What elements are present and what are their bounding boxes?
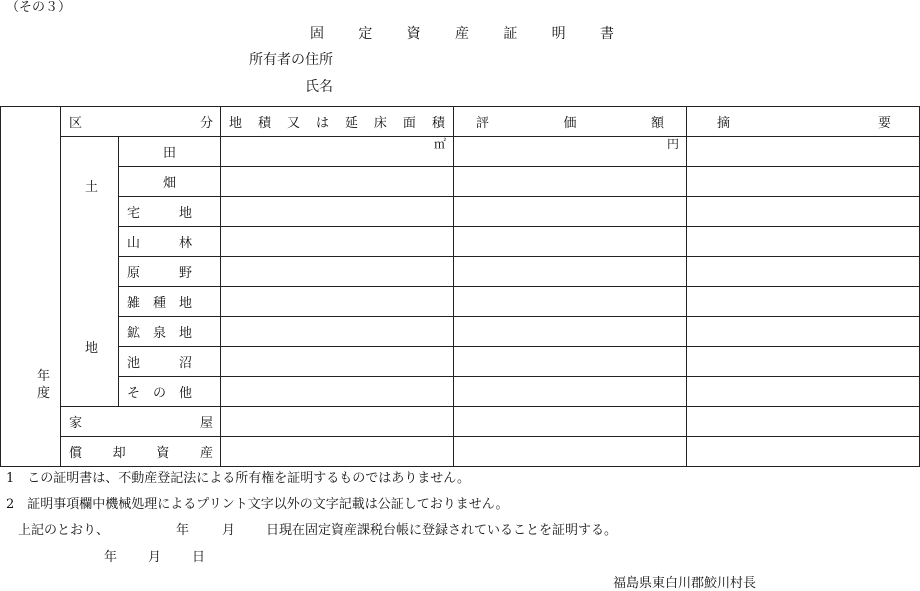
remarks-cell[interactable] xyxy=(687,227,920,257)
header-char: 要 xyxy=(877,116,891,131)
header-char: 又 xyxy=(286,116,300,131)
table-row xyxy=(1,137,920,167)
issue-date-day[interactable]: 日 xyxy=(192,550,206,565)
certification-text: 日現在固定資産課税台帳に登録されていることを証明する。 xyxy=(266,523,618,538)
header-remarks xyxy=(687,107,920,137)
issue-date-year[interactable]: 年 xyxy=(104,550,118,565)
remarks-cell[interactable] xyxy=(687,137,920,167)
area-cell[interactable] xyxy=(221,347,454,377)
value-cell[interactable] xyxy=(454,227,687,257)
note-1: 1 この証明書は、不動産登記法による所有権を証明するものではありません。 xyxy=(6,471,471,486)
header-category xyxy=(61,107,221,137)
category-char: 資 xyxy=(156,446,170,461)
value-cell[interactable] xyxy=(454,257,687,287)
area-cell[interactable] xyxy=(221,437,454,467)
header-char: は xyxy=(315,116,329,131)
table-row xyxy=(1,197,920,227)
remarks-cell[interactable] xyxy=(687,377,920,407)
value-cell[interactable] xyxy=(454,317,687,347)
title-char: 書 xyxy=(599,26,614,42)
land-group-char: 地 xyxy=(85,341,99,356)
title-char: 定 xyxy=(358,26,373,42)
land-type-pond: 池 沼 xyxy=(119,347,221,377)
header-char: 積 xyxy=(431,116,445,131)
issue-date-month[interactable]: 月 xyxy=(148,550,162,565)
value-cell[interactable] xyxy=(454,407,687,437)
table-row xyxy=(1,407,920,437)
certification-month[interactable]: 月 xyxy=(222,523,236,538)
header-area xyxy=(221,107,454,137)
header-char: 地 xyxy=(229,116,243,131)
title-char: 産 xyxy=(454,26,469,42)
remarks-cell[interactable] xyxy=(687,317,920,347)
remarks-cell[interactable] xyxy=(687,437,920,467)
land-group-char: 土 xyxy=(85,180,99,195)
table-row xyxy=(1,377,920,407)
owner-address-label: 所有者の住所 xyxy=(249,52,333,68)
year-cell[interactable] xyxy=(1,107,61,467)
header-char: 積 xyxy=(257,116,271,131)
table-row xyxy=(1,287,920,317)
value-cell[interactable] xyxy=(454,287,687,317)
note-2: 2 証明事項欄中機械処理によるプリント文字以外の文字記載は公証しておりません。 xyxy=(6,497,509,512)
table-row xyxy=(1,437,920,467)
category-house xyxy=(61,407,221,437)
document-title xyxy=(310,27,614,41)
table-row xyxy=(1,347,920,377)
land-type-wilderness: 原 野 xyxy=(119,257,221,287)
area-cell[interactable] xyxy=(221,377,454,407)
certification-year[interactable]: 年 xyxy=(176,523,190,538)
remarks-cell[interactable] xyxy=(687,287,920,317)
title-char: 明 xyxy=(551,26,566,42)
value-cell[interactable] xyxy=(454,197,687,227)
land-type-other: そ の 他 xyxy=(119,377,221,407)
area-cell[interactable] xyxy=(221,257,454,287)
category-char: 屋 xyxy=(199,416,213,431)
land-type-forest: 山 林 xyxy=(119,227,221,257)
value-cell[interactable] xyxy=(454,437,687,467)
title-char: 証 xyxy=(503,26,518,42)
land-group-cell xyxy=(61,137,119,407)
land-type-mineral-spring: 鉱 泉 地 xyxy=(119,317,221,347)
owner-name-label: 氏名 xyxy=(305,79,333,95)
category-char: 償 xyxy=(69,446,83,461)
land-type-miscellaneous: 雑 種 地 xyxy=(119,287,221,317)
land-type-dry-field: 畑 xyxy=(119,167,221,197)
asset-table xyxy=(0,106,920,467)
area-cell[interactable] xyxy=(221,137,454,167)
table-header-row xyxy=(1,107,920,137)
remarks-cell[interactable] xyxy=(687,257,920,287)
area-cell[interactable] xyxy=(221,227,454,257)
category-char: 家 xyxy=(69,416,83,431)
header-char: 延 xyxy=(344,116,358,131)
header-char: 床 xyxy=(373,116,387,131)
header-value xyxy=(454,107,687,137)
header-char: 額 xyxy=(650,116,664,131)
area-cell[interactable] xyxy=(221,167,454,197)
area-cell[interactable] xyxy=(221,317,454,347)
table-row xyxy=(1,317,920,347)
header-char: 分 xyxy=(199,116,213,131)
header-char: 価 xyxy=(563,116,577,131)
area-cell[interactable] xyxy=(221,197,454,227)
category-char: 産 xyxy=(199,446,213,461)
remarks-cell[interactable] xyxy=(687,167,920,197)
table-row xyxy=(1,227,920,257)
area-cell[interactable] xyxy=(221,407,454,437)
table-row xyxy=(1,167,920,197)
title-char: 固 xyxy=(310,26,324,42)
category-depreciable-assets xyxy=(61,437,221,467)
area-cell[interactable] xyxy=(221,287,454,317)
land-type-rice-field: 田 xyxy=(119,137,221,167)
value-cell[interactable] xyxy=(454,347,687,377)
title-char: 資 xyxy=(406,26,421,42)
year-label-char: 度 xyxy=(37,385,51,401)
certification-prefix: 上記のとおり、 xyxy=(18,523,110,538)
value-cell[interactable] xyxy=(454,377,687,407)
header-char: 区 xyxy=(69,116,83,131)
year-label-char: 年 xyxy=(37,369,51,384)
header-char: 評 xyxy=(476,116,490,131)
form-number: （その３） xyxy=(6,0,72,15)
category-char: 却 xyxy=(112,446,126,461)
value-cell[interactable] xyxy=(454,137,687,167)
table-row xyxy=(1,257,920,287)
header-char: 面 xyxy=(402,116,416,131)
unit-area: ㎡ xyxy=(433,137,446,151)
remarks-cell[interactable] xyxy=(687,347,920,377)
land-type-residential: 宅 地 xyxy=(119,197,221,227)
remarks-cell[interactable] xyxy=(687,197,920,227)
value-cell[interactable] xyxy=(454,167,687,197)
remarks-cell[interactable] xyxy=(687,407,920,437)
unit-yen: 円 xyxy=(666,137,679,151)
issuer-name: 福島県東白川郡鮫川村長 xyxy=(613,576,757,591)
header-char: 摘 xyxy=(717,116,731,131)
